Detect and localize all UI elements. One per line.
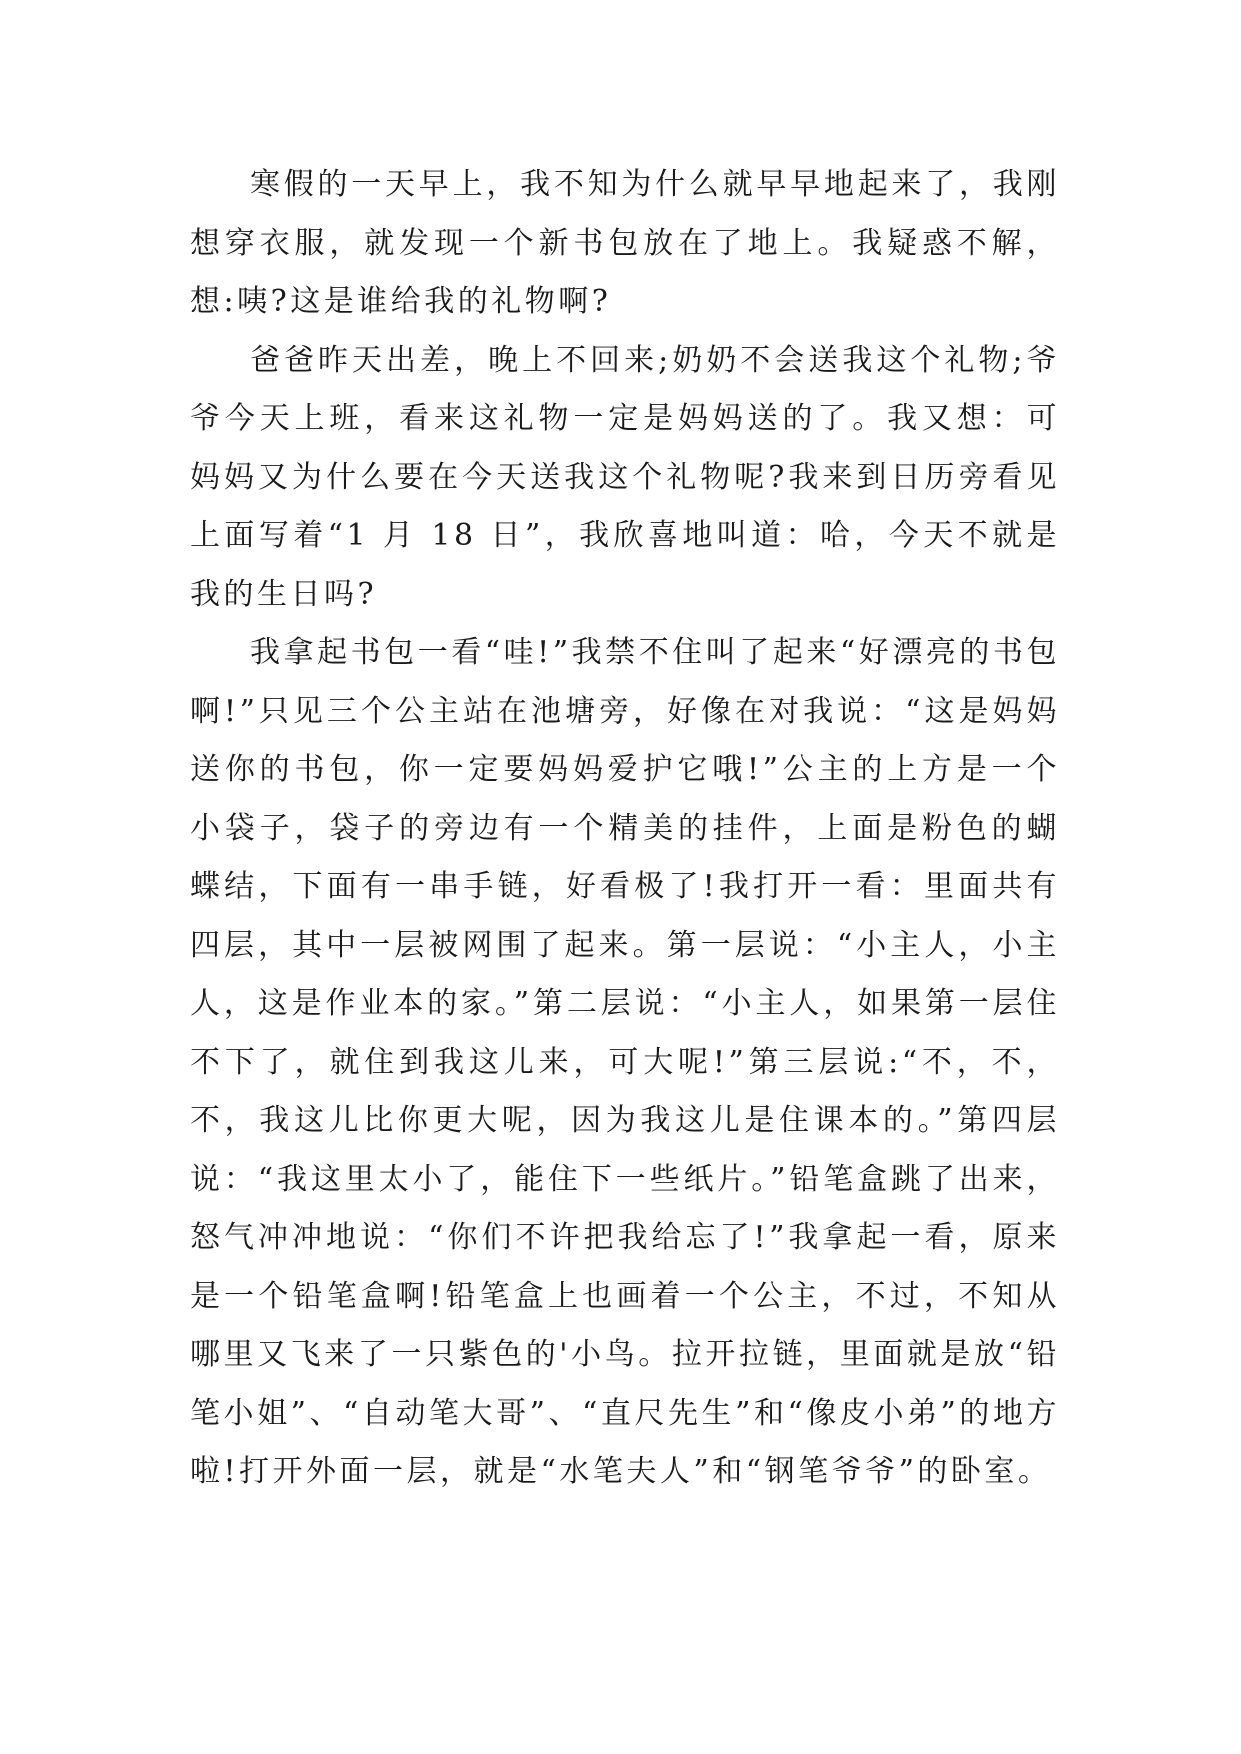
paragraph-1: 寒假的一天早上，我不知为什么就早早地起来了，我刚想穿衣服，就发现一个新书包放在了地上。我疑惑不解，想:咦?这是谁给我的礼物啊?: [190, 167, 1060, 319]
paragraph-3: 我拿起书包一看“哇!”我禁不住叫了起来“好漂亮的书包啊!”只见三个公主站在池塘旁，好像在对我说：“这是妈妈送你的书包，你一定要妈妈爱护它哦!”公主的上方是一个小袋子，袋子的旁边有一个精美的挂件，上面是粉色的蝴蝶结，下面有一串手链，好看极了!我打开一看：里面共有四层，其中一层被网围了起来。第一层说：“小主人，小主人，这是作业本的家。”第二层说：“小主人，如果第一层住不下了，就住到我这儿来，可大呢!”第三层说:“不，不，不，我这儿比你更大呢，因为我这儿是住课本的。”第四层说：“我这里太小了，能住下一些纸片。”铅笔盒跳了出来，怒气冲冲地说：“你们不许把我给忘了!”我拿起一看，原来是一个铅笔盒啊!铅笔盒上也画着一个公主，不过，不知从哪里又飞来了一只紫色的'小鸟。拉开拉链，里面就是放“铅笔小姐”、“自动笔大哥”、“直尺先生”和“像皮小弟”的地方啦!打开外面一层，就是“水笔夫人”和“钢笔爷爷”的卧室。: [190, 635, 1060, 1489]
paragraph-2: 爸爸昨天出差，晚上不回来;奶奶不会送我这个礼物;爷爷今天上班，看来这礼物一定是妈妈送的了。我又想：可妈妈又为什么要在今天送我这个礼物呢?我来到日历旁看见上面写着“1 月 18 日”，我欣喜地叫道：哈，今天不就是我的生日吗?: [190, 342, 1060, 612]
document-body: [190, 156, 1060, 1502]
